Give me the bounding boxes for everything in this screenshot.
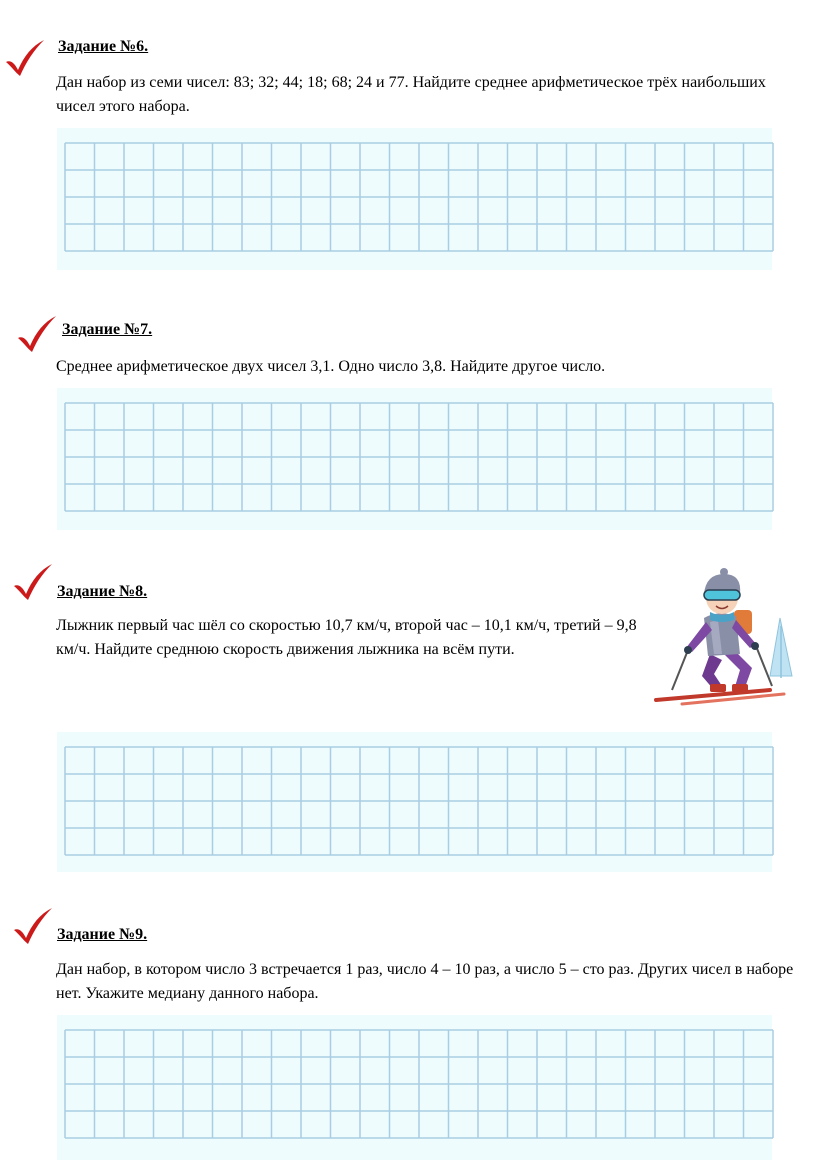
task-title: Задание №9. [57, 926, 148, 943]
checkmark-icon [14, 312, 60, 358]
task-title: Задание №7. [62, 321, 153, 338]
grid-lines [64, 746, 774, 856]
checkmark-icon [2, 36, 48, 82]
task-text: Лыжник первый час шёл со скоростью 10,7 км/ч, второй час – 10,1 км/ч, третий – 9,8 км/ч. Найдите среднюю скорость движения лыжника на всём пути. [56, 617, 637, 658]
answer-grid [57, 388, 772, 530]
grid-lines [64, 402, 774, 512]
answer-grid [57, 128, 772, 270]
task-text: Дан набор из семи чисел: 83; 32; 44; 18; 68; 24 и 77. Найдите среднее арифметическое трёх наибольших чисел этого набора. [56, 74, 766, 115]
grid-lines [64, 1029, 774, 1139]
answer-grid [57, 732, 772, 872]
skier-illustration [652, 566, 800, 711]
task-text: Дан набор, в котором число 3 встречается 1 раз, число 4 – 10 раз, а число 5 – сто раз. Других чисел в наборе нет. Укажите медиану данного набора. [56, 961, 794, 1002]
task-text: Среднее арифметическое двух чисел 3,1. Одно число 3,8. Найдите другое число. [56, 358, 606, 375]
task-title: Задание №8. [57, 583, 148, 600]
task-title: Задание №6. [58, 38, 149, 55]
answer-grid [57, 1015, 772, 1160]
checkmark-icon [10, 560, 56, 606]
grid-lines [64, 142, 774, 252]
checkmark-icon [10, 904, 56, 950]
